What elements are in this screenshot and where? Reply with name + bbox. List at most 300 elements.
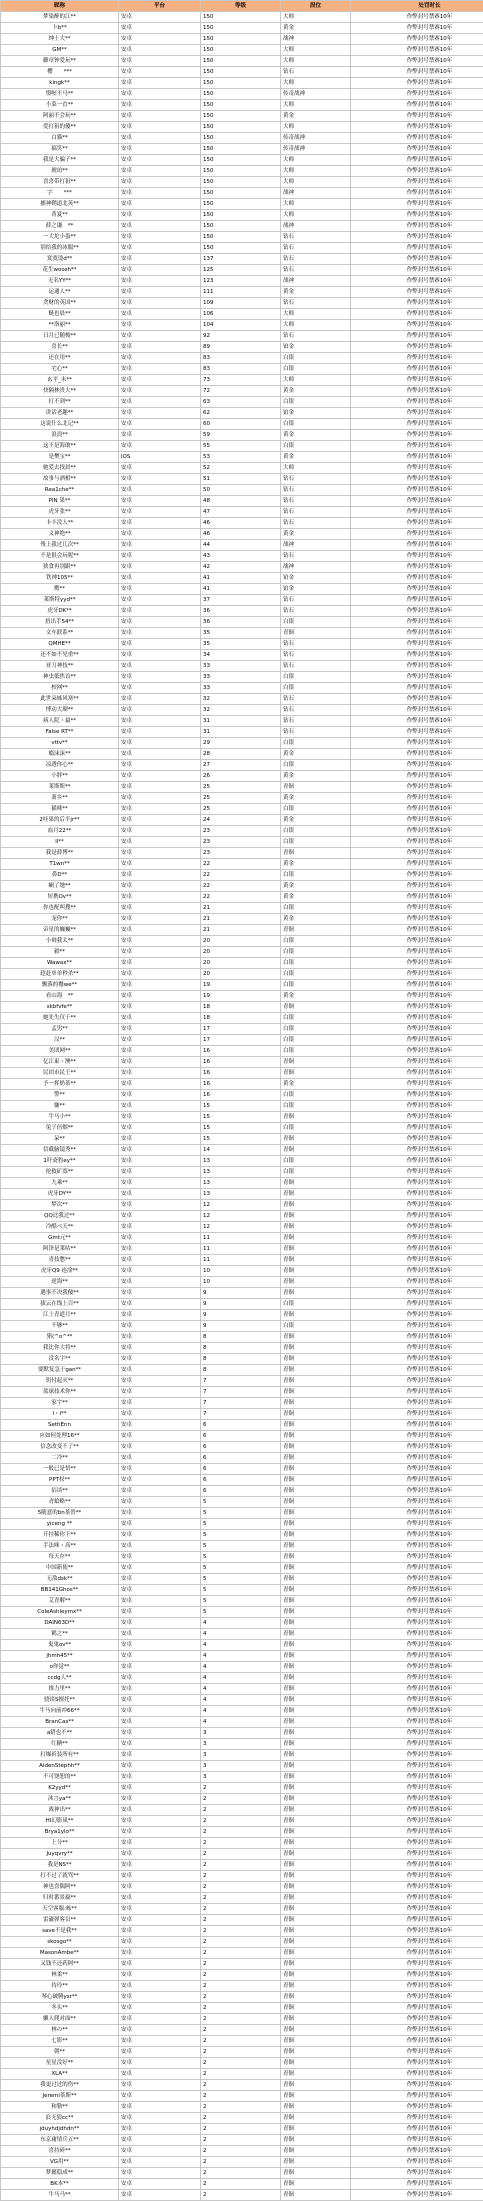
- level-cell: 4: [201, 1629, 281, 1640]
- table-row: [1, 804, 483, 815]
- table-row: [1, 870, 483, 881]
- table-row: [1, 1596, 483, 1607]
- rank-cell: 钻石: [281, 595, 351, 606]
- penalty-cell: 作弊封号禁赛10年: [351, 1882, 483, 1893]
- nickname-cell: 捕神鞘道北英**: [1, 199, 119, 210]
- rank-cell: 青铜: [281, 1618, 351, 1629]
- table-row: [1, 1838, 483, 1849]
- table-row: [1, 474, 483, 485]
- level-cell: 23: [201, 837, 281, 848]
- table-row: [1, 2091, 483, 2102]
- level-cell: 5: [201, 1541, 281, 1552]
- penalty-cell: 作弊封号禁赛10年: [351, 1992, 483, 2003]
- platform-cell: 安卓: [119, 1530, 201, 1541]
- nickname-cell: 嫌**: [1, 1101, 119, 1112]
- rank-cell: 大师: [281, 45, 351, 56]
- rank-cell: 青铜: [281, 1904, 351, 1915]
- table-row: [1, 67, 483, 78]
- rank-cell: 传奇战神: [281, 144, 351, 155]
- level-cell: 7: [201, 1376, 281, 1387]
- table-row: [1, 540, 483, 551]
- level-cell: 28: [201, 749, 281, 760]
- rank-cell: 青铜: [281, 628, 351, 639]
- penalty-cell: 作弊封号禁赛10年: [351, 1398, 483, 1409]
- platform-cell: 安卓: [119, 2058, 201, 2069]
- penalty-cell: 作弊封号禁赛10年: [351, 1079, 483, 1090]
- nickname-cell: 喜持碎**: [1, 2146, 119, 2157]
- platform-cell: 安卓: [119, 1926, 201, 1937]
- platform-cell: 安卓: [119, 1398, 201, 1409]
- level-cell: 150: [201, 232, 281, 243]
- rank-cell: 铂金: [281, 584, 351, 595]
- table-row: [1, 859, 483, 870]
- rank-cell: 青铜: [281, 1442, 351, 1453]
- rank-cell: 青铜: [281, 1783, 351, 1794]
- table-row: [1, 1739, 483, 1750]
- penalty-cell: 作弊封号禁赛10年: [351, 34, 483, 45]
- rank-cell: 白银: [281, 1090, 351, 1101]
- level-cell: 12: [201, 1211, 281, 1222]
- nickname-cell: 帝星的巍巍**: [1, 925, 119, 936]
- level-cell: 73: [201, 375, 281, 386]
- nickname-cell: l・l**: [1, 1409, 119, 1420]
- table-row: [1, 1915, 483, 1926]
- nickname-cell: 莱斯斯**: [1, 782, 119, 793]
- nickname-cell: jduyhdjdhdn**: [1, 2124, 119, 2135]
- level-cell: 8: [201, 1343, 281, 1354]
- header-level: 等级: [201, 1, 281, 12]
- platform-cell: 安卓: [119, 45, 201, 56]
- table-row: [1, 1112, 483, 1123]
- penalty-cell: 作弊封号禁赛10年: [351, 320, 483, 331]
- nickname-cell: vttv**: [1, 738, 119, 749]
- penalty-cell: 作弊封号禁赛10年: [351, 210, 483, 221]
- level-cell: 17: [201, 1024, 281, 1035]
- table-row: [1, 507, 483, 518]
- level-cell: 150: [201, 122, 281, 133]
- platform-cell: 安卓: [119, 1508, 201, 1519]
- rank-cell: 青铜: [281, 1211, 351, 1222]
- platform-cell: 安卓: [119, 430, 201, 441]
- rank-cell: 青铜: [281, 1486, 351, 1497]
- penalty-cell: 作弊封号禁赛10年: [351, 1871, 483, 1882]
- nickname-cell: 鹤之**: [1, 1629, 119, 1640]
- level-cell: 6: [201, 1453, 281, 1464]
- table-row: [1, 1882, 483, 1893]
- platform-cell: 安卓: [119, 265, 201, 276]
- table-row: [1, 1772, 483, 1783]
- penalty-cell: 作弊封号禁赛10年: [351, 826, 483, 837]
- nickname-cell: GM**: [1, 45, 119, 56]
- header-platform: 平台: [119, 1, 201, 12]
- penalty-cell: 作弊封号禁赛10年: [351, 1640, 483, 1651]
- platform-cell: 安卓: [119, 1200, 201, 1211]
- level-cell: 5: [201, 1585, 281, 1596]
- rank-cell: 铂金: [281, 408, 351, 419]
- rank-cell: 青铜: [281, 1651, 351, 1662]
- platform-cell: 安卓: [119, 287, 201, 298]
- rank-cell: 大师: [281, 56, 351, 67]
- table-row: [1, 1189, 483, 1200]
- table-row: [1, 1002, 483, 1013]
- platform-cell: 安卓: [119, 958, 201, 969]
- rank-cell: 青铜: [281, 1398, 351, 1409]
- platform-cell: 安卓: [119, 694, 201, 705]
- table-row: [1, 573, 483, 584]
- level-cell: 6: [201, 1431, 281, 1442]
- table-row: [1, 1046, 483, 1057]
- platform-cell: 安卓: [119, 628, 201, 639]
- level-cell: 22: [201, 870, 281, 881]
- table-row: [1, 1981, 483, 1992]
- nickname-cell: yiceng **: [1, 1519, 119, 1530]
- level-cell: 35: [201, 628, 281, 639]
- penalty-cell: 作弊封号禁赛10年: [351, 1387, 483, 1398]
- rank-cell: 青铜: [281, 1860, 351, 1871]
- level-cell: 150: [201, 166, 281, 177]
- level-cell: 55: [201, 441, 281, 452]
- table-row: [1, 925, 483, 936]
- level-cell: 104: [201, 320, 281, 331]
- table-row: [1, 727, 483, 738]
- penalty-cell: 作弊封号禁赛10年: [351, 12, 483, 23]
- table-row: [1, 1409, 483, 1420]
- level-cell: 31: [201, 727, 281, 738]
- platform-cell: 安卓: [119, 1145, 201, 1156]
- rank-cell: 白银: [281, 738, 351, 749]
- level-cell: 2: [201, 1970, 281, 1981]
- rank-cell: 青铜: [281, 2157, 351, 2168]
- penalty-cell: 作弊封号禁赛10年: [351, 1475, 483, 1486]
- table-row: [1, 1893, 483, 1904]
- level-cell: 89: [201, 342, 281, 353]
- level-cell: 2: [201, 2124, 281, 2135]
- rank-cell: 传奇战神: [281, 133, 351, 144]
- nickname-cell: BB141Ghos**: [1, 1585, 119, 1596]
- rank-cell: 青铜: [281, 1387, 351, 1398]
- level-cell: 2: [201, 2058, 281, 2069]
- platform-cell: 安卓: [119, 177, 201, 188]
- level-cell: 2: [201, 1926, 281, 1937]
- penalty-cell: 作弊封号禁赛10年: [351, 1090, 483, 1101]
- level-cell: 2: [201, 2168, 281, 2179]
- rank-cell: 大师: [281, 375, 351, 386]
- rank-cell: 青铜: [281, 1255, 351, 1266]
- penalty-cell: 作弊封号禁赛10年: [351, 727, 483, 738]
- platform-cell: 安卓: [119, 1299, 201, 1310]
- penalty-cell: 作弊封号禁赛10年: [351, 1860, 483, 1871]
- table-row: [1, 1013, 483, 1024]
- table-row: [1, 210, 483, 221]
- platform-cell: 安卓: [119, 1442, 201, 1453]
- nickname-cell: ccdg人**: [1, 1673, 119, 1684]
- nickname-cell: 飘落的餐we**: [1, 980, 119, 991]
- nickname-cell: 我是大骗子**: [1, 155, 119, 166]
- rank-cell: 青铜: [281, 1574, 351, 1585]
- table-row: [1, 254, 483, 265]
- penalty-cell: 作弊封号禁赛10年: [351, 287, 483, 298]
- table-row: [1, 243, 483, 254]
- table-row: [1, 1200, 483, 1211]
- nickname-cell: 没名字**: [1, 1354, 119, 1365]
- platform-cell: 安卓: [119, 2025, 201, 2036]
- table-row: [1, 793, 483, 804]
- table-row: [1, 364, 483, 375]
- platform-cell: 安卓: [119, 1915, 201, 1926]
- table-row: [1, 2179, 483, 2190]
- table-row: [1, 1805, 483, 1816]
- penalty-cell: 作弊封号禁赛10年: [351, 936, 483, 947]
- rank-cell: 青铜: [281, 1585, 351, 1596]
- rank-cell: 青铜: [281, 1200, 351, 1211]
- nickname-cell: 小胖**: [1, 771, 119, 782]
- nickname-cell: 亚刀神技**: [1, 661, 119, 672]
- penalty-cell: 作弊封号禁赛10年: [351, 1596, 483, 1607]
- platform-cell: 安卓: [119, 1277, 201, 1288]
- penalty-cell: 作弊封号禁赛10年: [351, 2135, 483, 2146]
- rank-cell: 传奇战神: [281, 89, 351, 100]
- platform-cell: 安卓: [119, 2014, 201, 2025]
- level-cell: 150: [201, 67, 281, 78]
- platform-cell: 安卓: [119, 78, 201, 89]
- platform-cell: 安卓: [119, 1541, 201, 1552]
- level-cell: 46: [201, 518, 281, 529]
- rank-cell: 白银: [281, 936, 351, 947]
- nickname-cell: 琥珀**: [1, 166, 119, 177]
- platform-cell: 安卓: [119, 1651, 201, 1662]
- nickname-cell: QQ比我过**: [1, 1211, 119, 1222]
- table-row: [1, 914, 483, 925]
- table-row: [1, 1244, 483, 1255]
- platform-cell: 安卓: [119, 1332, 201, 1343]
- penalty-cell: 作弊封号禁赛10年: [351, 925, 483, 936]
- level-cell: 5: [201, 1519, 281, 1530]
- nickname-cell: 汉**: [1, 1035, 119, 1046]
- level-cell: 150: [201, 12, 281, 23]
- nickname-cell: 无名YY**: [1, 276, 119, 287]
- table-row: [1, 1783, 483, 1794]
- level-cell: 150: [201, 188, 281, 199]
- rank-cell: 大师: [281, 210, 351, 221]
- platform-cell: 安卓: [119, 67, 201, 78]
- table-row: [1, 1816, 483, 1827]
- nickname-cell: 瘾沫沫**: [1, 749, 119, 760]
- rank-cell: 黄金: [281, 111, 351, 122]
- nickname-cell: MasonAmbe**: [1, 1948, 119, 1959]
- table-row: [1, 452, 483, 463]
- table-row: [1, 672, 483, 683]
- table-row: [1, 1387, 483, 1398]
- nickname-cell: AidenStephh**: [1, 1761, 119, 1772]
- rank-cell: 青铜: [281, 2080, 351, 2091]
- table-row: [1, 133, 483, 144]
- table-row: [1, 694, 483, 705]
- table-row: [1, 1849, 483, 1860]
- platform-cell: 安卓: [119, 903, 201, 914]
- table-row: [1, 562, 483, 573]
- nickname-cell: 玄平_未**: [1, 375, 119, 386]
- rank-cell: 青铜: [281, 1805, 351, 1816]
- penalty-cell: 作弊封号禁赛10年: [351, 1222, 483, 1233]
- penalty-cell: 作弊封号禁赛10年: [351, 1156, 483, 1167]
- rank-cell: 白银: [281, 958, 351, 969]
- penalty-cell: 作弊封号禁赛10年: [351, 760, 483, 771]
- platform-cell: 安卓: [119, 210, 201, 221]
- rank-cell: 钻石: [281, 67, 351, 78]
- table-row: [1, 408, 483, 419]
- penalty-cell: 作弊封号禁赛10年: [351, 1332, 483, 1343]
- rank-cell: 青铜: [281, 2058, 351, 2069]
- table-row: [1, 320, 483, 331]
- nickname-cell: 予一挥奶茶**: [1, 1079, 119, 1090]
- table-row: [1, 1167, 483, 1178]
- level-cell: 9: [201, 1321, 281, 1332]
- penalty-cell: 作弊封号禁赛10年: [351, 672, 483, 683]
- level-cell: 4: [201, 1651, 281, 1662]
- level-cell: 16: [201, 1057, 281, 1068]
- level-cell: 150: [201, 89, 281, 100]
- level-cell: 9: [201, 1299, 281, 1310]
- nickname-cell: 雷磁弹客员**: [1, 1915, 119, 1926]
- table-row: [1, 782, 483, 793]
- penalty-cell: 作弊封号禁赛10年: [351, 2080, 483, 2091]
- nickname-cell: 要默复急于gan**: [1, 1365, 119, 1376]
- platform-cell: 安卓: [119, 474, 201, 485]
- penalty-cell: 作弊封号禁赛10年: [351, 2146, 483, 2157]
- platform-cell: 安卓: [119, 342, 201, 353]
- nickname-cell: 梦麗稳成**: [1, 2168, 119, 2179]
- table-row: [1, 419, 483, 430]
- table-row: [1, 760, 483, 771]
- rank-cell: 青铜: [281, 1288, 351, 1299]
- penalty-cell: 作弊封号禁赛10年: [351, 837, 483, 848]
- platform-cell: 安卓: [119, 111, 201, 122]
- rank-cell: 青铜: [281, 1728, 351, 1739]
- penalty-cell: 作弊封号禁赛10年: [351, 298, 483, 309]
- rank-cell: 铂金: [281, 573, 351, 584]
- nickname-cell: 每天存**: [1, 1552, 119, 1563]
- rank-cell: 钻石: [281, 496, 351, 507]
- level-cell: 2: [201, 1783, 281, 1794]
- nickname-cell: 遇事不决我傻**: [1, 1288, 119, 1299]
- penalty-cell: 作弊封号禁赛10年: [351, 683, 483, 694]
- rank-cell: 青铜: [281, 1420, 351, 1431]
- platform-cell: 安卓: [119, 1838, 201, 1849]
- nickname-cell: jhmh45**: [1, 1651, 119, 1662]
- table-row: [1, 936, 483, 947]
- penalty-cell: 作弊封号禁赛10年: [351, 1706, 483, 1717]
- nickname-cell: 凉透你心**: [1, 760, 119, 771]
- level-cell: 6: [201, 1464, 281, 1475]
- penalty-cell: 作弊封号禁赛10年: [351, 1310, 483, 1321]
- penalty-cell: 作弊封号禁赛10年: [351, 705, 483, 716]
- penalty-cell: 作弊封号禁赛10年: [351, 1101, 483, 1112]
- table-row: [1, 441, 483, 452]
- table-row: [1, 617, 483, 628]
- table-row: [1, 2014, 483, 2025]
- platform-cell: 安卓: [119, 243, 201, 254]
- platform-cell: 安卓: [119, 1002, 201, 1013]
- penalty-cell: 作弊封号禁赛10年: [351, 903, 483, 914]
- table-row: [1, 2069, 483, 2080]
- rank-cell: 白银: [281, 947, 351, 958]
- platform-cell: 安卓: [119, 1750, 201, 1761]
- nickname-cell: 菁夏**: [1, 210, 119, 221]
- platform-cell: 安卓: [119, 2102, 201, 2113]
- penalty-cell: 作弊封号禁赛10年: [351, 606, 483, 617]
- level-cell: 150: [201, 45, 281, 56]
- level-cell: 83: [201, 353, 281, 364]
- level-cell: 8: [201, 1332, 281, 1343]
- level-cell: 24: [201, 815, 281, 826]
- nickname-cell: 警**: [1, 1090, 119, 1101]
- level-cell: 12: [201, 1200, 281, 1211]
- level-cell: 4: [201, 1640, 281, 1651]
- platform-cell: 安卓: [119, 1387, 201, 1398]
- level-cell: 13: [201, 1156, 281, 1167]
- platform-cell: 安卓: [119, 2047, 201, 2058]
- nickname-cell: 我更过过的伤**: [1, 2080, 119, 2091]
- platform-cell: 安卓: [119, 815, 201, 826]
- penalty-cell: 作弊封号禁赛10年: [351, 1013, 483, 1024]
- table-row: [1, 12, 483, 23]
- rank-cell: 大师: [281, 166, 351, 177]
- nickname-cell: 七影**: [1, 2036, 119, 2047]
- nickname-cell: 义神绝**: [1, 529, 119, 540]
- level-cell: 33: [201, 661, 281, 672]
- table-row: [1, 2146, 483, 2157]
- table-row: [1, 1475, 483, 1486]
- nickname-cell: 病人院・最**: [1, 716, 119, 727]
- platform-cell: 安卓: [119, 606, 201, 617]
- penalty-cell: 作弊封号禁赛10年: [351, 870, 483, 881]
- rank-cell: 青铜: [281, 1607, 351, 1618]
- nickname-cell: 兔子倍烟**: [1, 1123, 119, 1134]
- rank-cell: 钻石: [281, 694, 351, 705]
- penalty-cell: 作弊封号禁赛10年: [351, 2168, 483, 2179]
- penalty-cell: 作弊封号禁赛10年: [351, 1497, 483, 1508]
- nickname-cell: 短携Ov**: [1, 892, 119, 903]
- penalty-cell: 作弊封号禁赛10年: [351, 1904, 483, 1915]
- platform-cell: 安卓: [119, 936, 201, 947]
- level-cell: 51: [201, 474, 281, 485]
- penalty-cell: 作弊封号禁赛10年: [351, 1112, 483, 1123]
- penalty-cell: 作弊封号禁赛10年: [351, 1618, 483, 1629]
- penalty-cell: 作弊封号禁赛10年: [351, 1288, 483, 1299]
- header-penalty: 处罚时长: [351, 1, 483, 12]
- nickname-cell: 是樊宝**: [1, 452, 119, 463]
- rank-cell: 青铜: [281, 1057, 351, 1068]
- penalty-cell: 作弊封号禁赛10年: [351, 551, 483, 562]
- nickname-cell: 冷酷べ天**: [1, 1222, 119, 1233]
- penalty-cell: 作弊封号禁赛10年: [351, 749, 483, 760]
- rank-cell: 青铜: [281, 2135, 351, 2146]
- table-row: [1, 1871, 483, 1882]
- table-row: [1, 980, 483, 991]
- table-row: [1, 738, 483, 749]
- nickname-cell: 无敌dsk**: [1, 1574, 119, 1585]
- platform-cell: 安卓: [119, 155, 201, 166]
- nickname-cell: Brya1ylo**: [1, 1827, 119, 1838]
- table-row: [1, 45, 483, 56]
- nickname-cell: 还不如不见重**: [1, 650, 119, 661]
- penalty-cell: 作弊封号禁赛10年: [351, 1585, 483, 1596]
- table-row: [1, 606, 483, 617]
- penalty-cell: 作弊封号禁赛10年: [351, 1189, 483, 1200]
- rank-cell: 大师: [281, 199, 351, 210]
- penalty-cell: 作弊封号禁赛10年: [351, 2025, 483, 2036]
- penalty-cell: 作弊封号禁赛10年: [351, 1244, 483, 1255]
